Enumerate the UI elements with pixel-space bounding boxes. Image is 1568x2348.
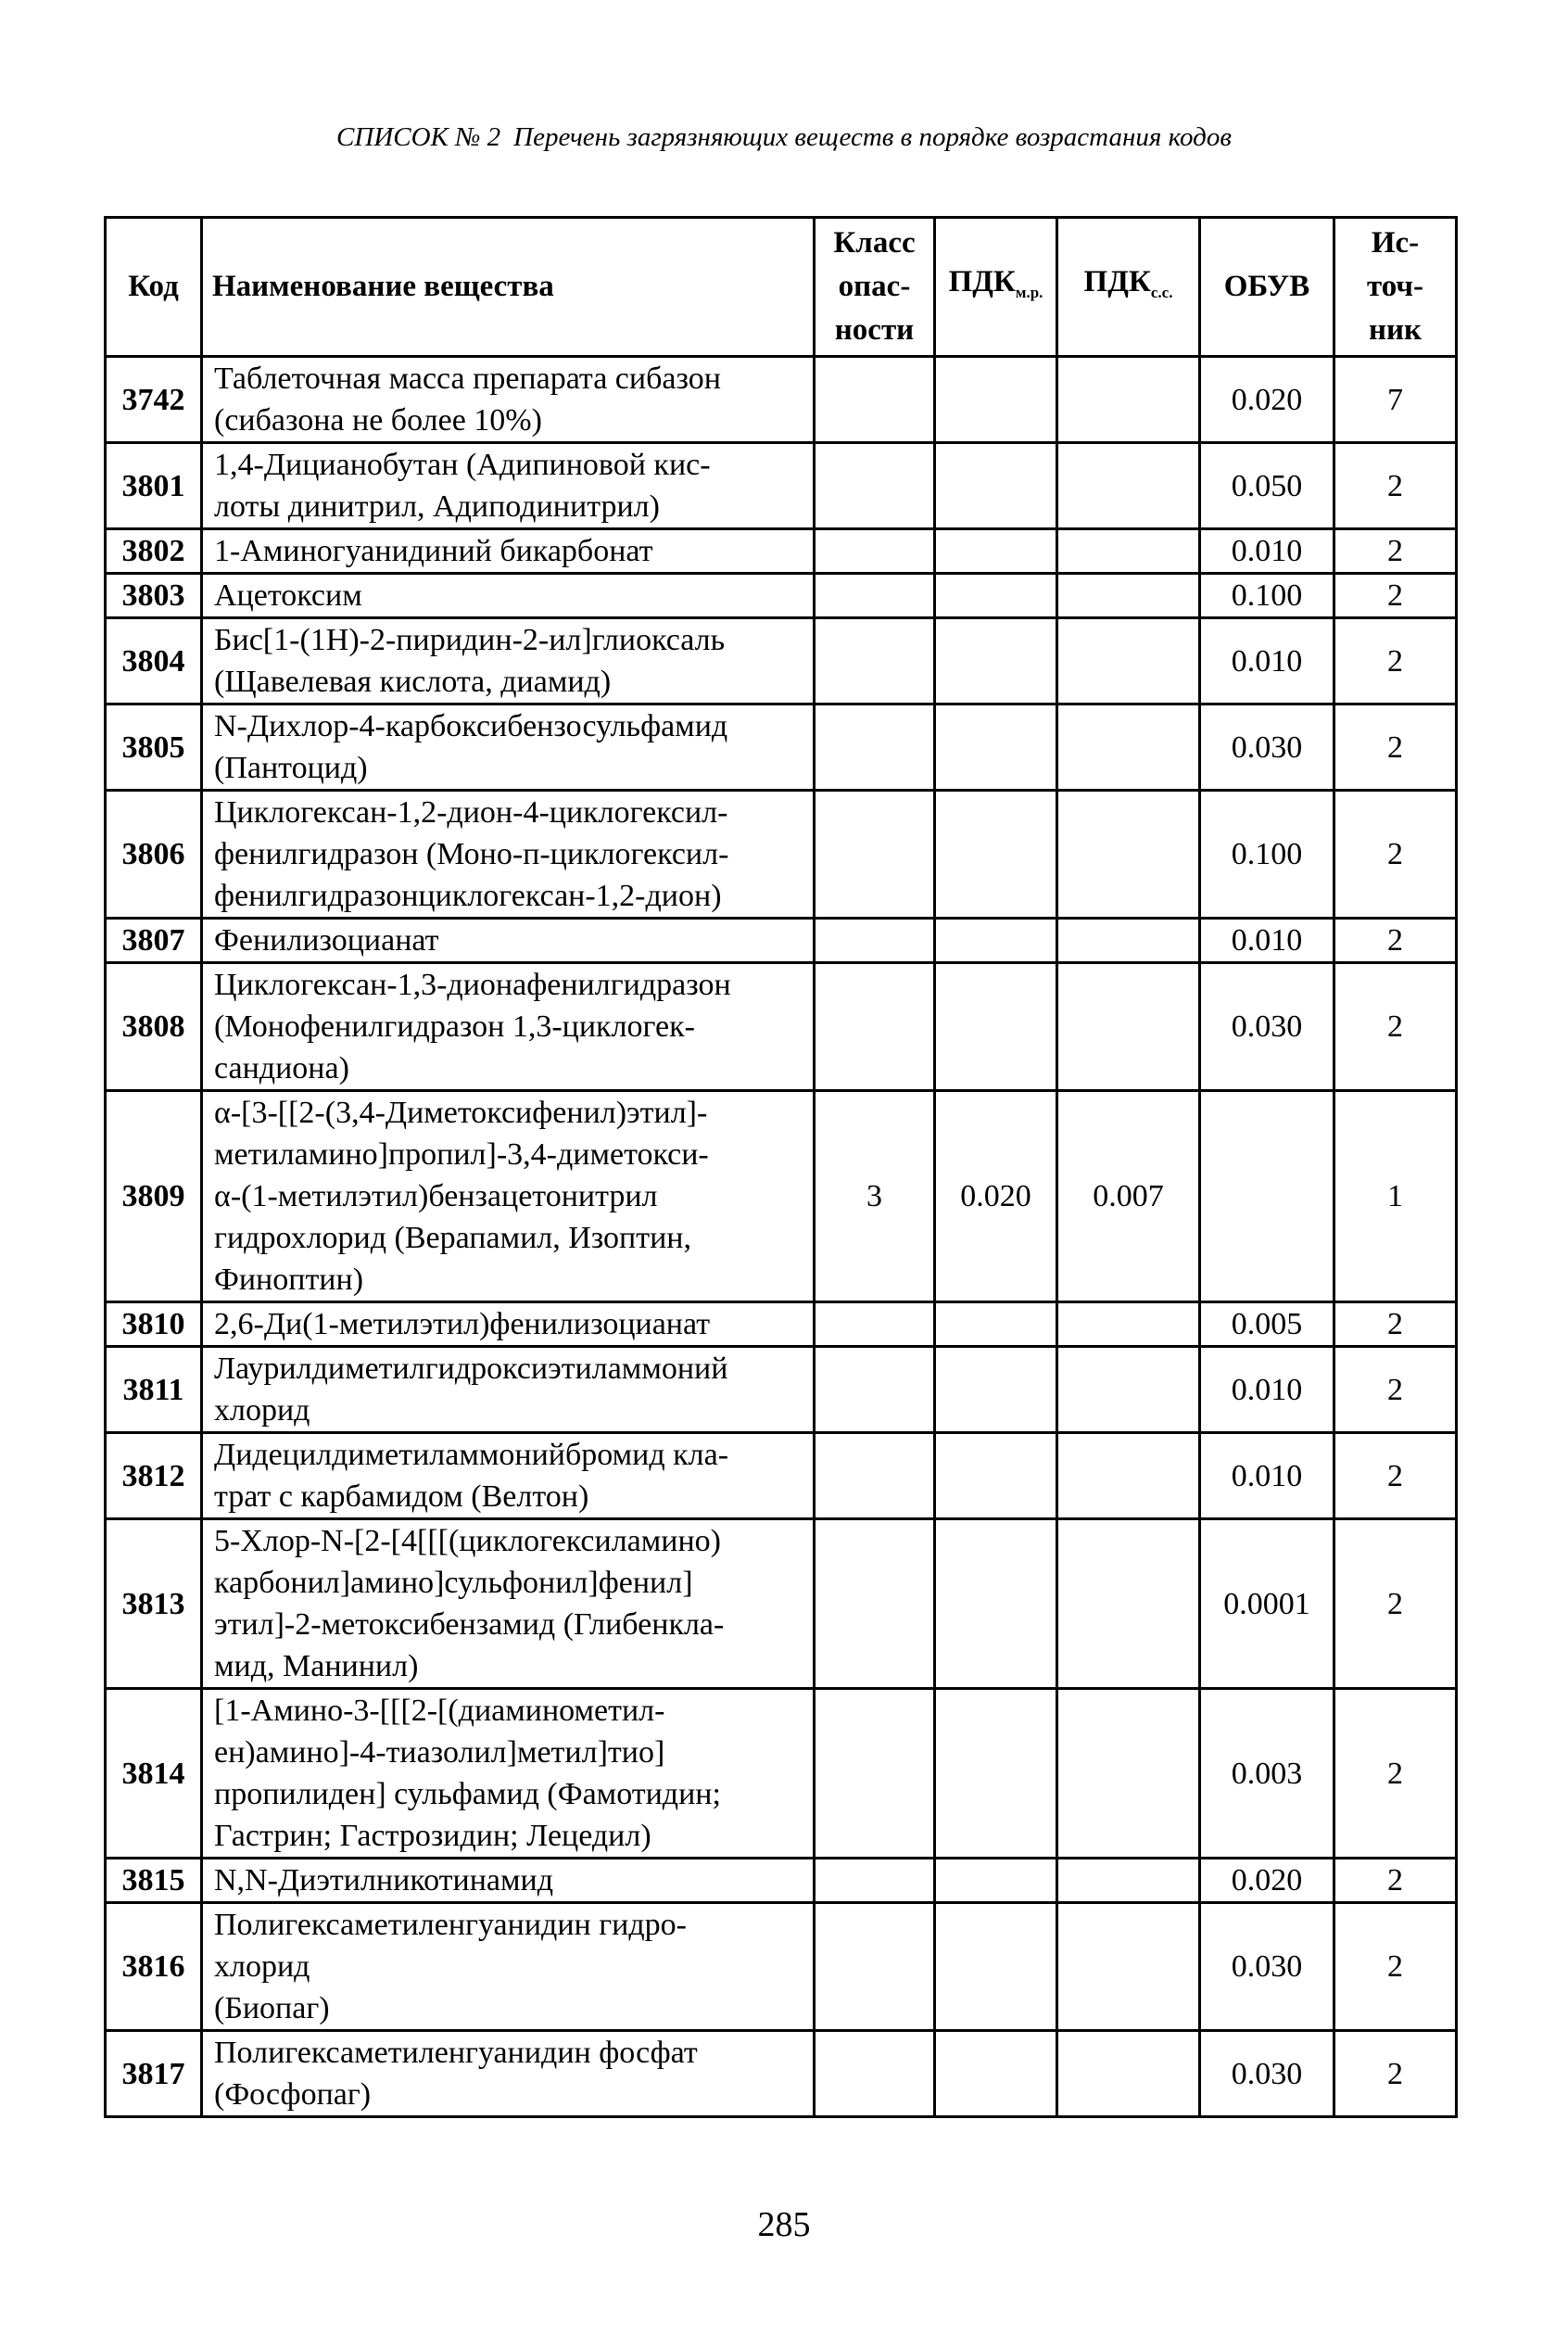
substance-name-line: Дидецилдиметиламмонийбромид кла- <box>214 1438 729 1472</box>
substance-name-line: этил]-2-метоксибензамид (Глибенкла- <box>214 1607 725 1642</box>
hazard-class-cell <box>815 1433 935 1519</box>
table-row <box>106 1519 1457 1689</box>
substance-name-cell <box>202 1859 815 1903</box>
substance-name-line: фенилгидразон (Моно-п-циклогексил- <box>214 837 729 871</box>
pdk-mr-cell <box>935 1347 1057 1433</box>
source-cell: 2 <box>1334 1302 1457 1347</box>
table-row <box>106 919 1457 963</box>
pdk-mr-cell <box>935 704 1057 791</box>
table-row <box>106 443 1457 529</box>
source-cell: 2 <box>1334 1859 1457 1903</box>
substance-name-line: (Пантоцид) <box>214 751 368 785</box>
substance-name-line: (Щавелевая кислота, диамид) <box>214 665 612 699</box>
pdk-mr-cell: 0.020 <box>935 1091 1057 1302</box>
table-row <box>106 704 1457 791</box>
pdk-mr-cell <box>935 1689 1057 1859</box>
substance-name-cell <box>202 2031 815 2117</box>
substance-name-cell <box>202 529 815 574</box>
substance-name-line: трат с карбамидом (Велтон) <box>214 1479 589 1514</box>
substance-name-line: пропилиден] сульфамид (Фамотидин; <box>214 1777 721 1811</box>
table-header-row <box>106 218 1457 357</box>
table-row <box>106 1689 1457 1859</box>
hazard-class-line: ности <box>834 313 915 347</box>
table-row <box>106 791 1457 919</box>
table-row <box>106 618 1457 704</box>
pdk-ss-cell <box>1057 1689 1200 1859</box>
hazard-class-cell <box>815 791 935 919</box>
code-cell: 3742 <box>106 357 202 443</box>
pdk-mr-cell <box>935 1519 1057 1689</box>
pdk-mr-cell <box>935 919 1057 963</box>
code-cell: 3813 <box>106 1519 202 1689</box>
source-cell: 2 <box>1334 618 1457 704</box>
substance-name-line: Гастрин; Гастрозидин; Лецедил) <box>214 1819 651 1853</box>
substance-name-cell <box>202 791 815 919</box>
hazard-class-cell <box>815 1903 935 2031</box>
source-cell: 2 <box>1334 2031 1457 2117</box>
table-row <box>106 1433 1457 1519</box>
source-cell: 2 <box>1334 574 1457 618</box>
substance-name-line: α-[3-[[2-(3,4-Диметоксифенил)этил]- <box>214 1096 708 1130</box>
table-row <box>106 1347 1457 1433</box>
table-row <box>106 2031 1457 2117</box>
code-cell: 3801 <box>106 443 202 529</box>
substance-name-cell <box>202 963 815 1091</box>
code-cell: 3814 <box>106 1689 202 1859</box>
obuv-cell: 0.010 <box>1200 1347 1334 1433</box>
obuv-cell: 0.0001 <box>1200 1519 1334 1689</box>
pdk-ss-cell <box>1057 1302 1200 1347</box>
col-header-code: Код <box>106 218 202 357</box>
substance-name-cell <box>202 1433 815 1519</box>
substance-name-cell <box>202 1903 815 2031</box>
substance-name-line: (Монофенилгидразон 1,3-циклогек- <box>214 1009 695 1044</box>
substance-name-line: мид, Манинил) <box>214 1649 419 1683</box>
substances-table-wrapper <box>104 216 1455 2118</box>
source-cell: 2 <box>1334 1903 1457 2031</box>
hazard-class-cell <box>815 357 935 443</box>
col-header-hazard-class <box>815 218 935 357</box>
pdk-mr-cell <box>935 963 1057 1091</box>
pdk-ss-cell <box>1057 2031 1200 2117</box>
obuv-cell: 0.003 <box>1200 1689 1334 1859</box>
substance-name-line: (сибазона не более 10%) <box>214 403 542 438</box>
pdk-mr-cell <box>935 2031 1057 2117</box>
code-cell: 3812 <box>106 1433 202 1519</box>
substance-name-cell <box>202 919 815 963</box>
substance-name-line: N,N-Диэтилникотинамид <box>214 1863 554 1897</box>
source-cell: 2 <box>1334 1519 1457 1689</box>
code-cell: 3811 <box>106 1347 202 1433</box>
obuv-cell: 0.010 <box>1200 1433 1334 1519</box>
col-header-source <box>1334 218 1457 357</box>
source-header-line: Ис- <box>1371 226 1420 260</box>
substance-name-line: Полигексаметиленгуанидин гидро- <box>214 1908 687 1942</box>
pdk-ss-sub: с.с. <box>1150 283 1173 301</box>
hazard-class-cell <box>815 1302 935 1347</box>
pdk-mr-cell <box>935 1903 1057 2031</box>
substance-name-cell <box>202 704 815 791</box>
substance-name-line: (Биопаг) <box>214 1991 330 2025</box>
table-row <box>106 1091 1457 1302</box>
code-cell: 3804 <box>106 618 202 704</box>
source-cell: 2 <box>1334 919 1457 963</box>
pdk-ss-main: ПДК <box>1083 264 1151 298</box>
obuv-cell: 0.005 <box>1200 1302 1334 1347</box>
col-header-pdk-mr <box>935 218 1057 357</box>
pdk-mr-cell <box>935 1859 1057 1903</box>
pdk-mr-cell <box>935 574 1057 618</box>
pdk-mr-cell <box>935 1433 1057 1519</box>
table-row <box>106 1903 1457 2031</box>
obuv-cell: 0.030 <box>1200 963 1334 1091</box>
substance-name-line: Полигексаметиленгуанидин фосфат <box>214 2036 698 2070</box>
substance-name-line: хлорид <box>214 1949 310 1984</box>
code-cell: 3810 <box>106 1302 202 1347</box>
source-cell: 2 <box>1334 443 1457 529</box>
obuv-cell: 0.010 <box>1200 618 1334 704</box>
source-header-line: ник <box>1368 313 1423 347</box>
col-header-obuv: ОБУВ <box>1200 218 1334 357</box>
pdk-ss-cell <box>1057 1347 1200 1433</box>
page-number: 285 <box>757 2205 811 2244</box>
pdk-ss-cell <box>1057 1859 1200 1903</box>
substance-name-cell <box>202 1519 815 1689</box>
code-cell: 3803 <box>106 574 202 618</box>
substance-name-cell <box>202 618 815 704</box>
hazard-class-line: Класс <box>833 226 916 260</box>
pdk-ss-cell <box>1057 791 1200 919</box>
hazard-class-line: опас- <box>838 270 911 303</box>
hazard-class-cell <box>815 443 935 529</box>
source-cell: 7 <box>1334 357 1457 443</box>
obuv-cell <box>1200 1091 1334 1302</box>
hazard-class-cell <box>815 1859 935 1903</box>
substances-table <box>104 216 1458 2118</box>
hazard-class-cell <box>815 2031 935 2117</box>
col-header-pdk-ss <box>1057 218 1200 357</box>
substance-name-line: (Фосфопаг) <box>214 2077 372 2112</box>
pdk-mr-cell <box>935 443 1057 529</box>
obuv-cell: 0.030 <box>1200 704 1334 791</box>
pdk-ss-cell <box>1057 443 1200 529</box>
pdk-mr-sub: м.р. <box>1015 283 1043 301</box>
obuv-cell: 0.030 <box>1200 2031 1334 2117</box>
pdk-mr-cell <box>935 529 1057 574</box>
hazard-class-cell <box>815 1689 935 1859</box>
substance-name-line: Лаурилдиметилгидроксиэтиламмоний <box>214 1352 728 1386</box>
pdk-ss-cell <box>1057 618 1200 704</box>
code-cell: 3808 <box>106 963 202 1091</box>
hazard-class-cell: 3 <box>815 1091 935 1302</box>
list-title: Перечень загрязняющих веществ в порядке возрастания кодов <box>513 122 1232 152</box>
source-cell: 1 <box>1334 1091 1457 1302</box>
substance-name-line: 2,6-Ди(1-метилэтил)фенилизоцианат <box>214 1307 711 1341</box>
pdk-mr-cell <box>935 791 1057 919</box>
pdk-ss-cell <box>1057 1903 1200 2031</box>
substance-name-cell <box>202 1091 815 1302</box>
pdk-ss-cell <box>1057 574 1200 618</box>
code-cell: 3805 <box>106 704 202 791</box>
pdk-mr-cell <box>935 1302 1057 1347</box>
obuv-cell: 0.010 <box>1200 529 1334 574</box>
hazard-class-cell <box>815 529 935 574</box>
page-header <box>0 122 1568 153</box>
hazard-class-cell <box>815 919 935 963</box>
substance-name-line: Фенилизоцианат <box>214 923 439 958</box>
code-cell: 3815 <box>106 1859 202 1903</box>
substance-name-cell <box>202 1689 815 1859</box>
substance-name-cell <box>202 574 815 618</box>
table-row <box>106 963 1457 1091</box>
substance-name-cell <box>202 1347 815 1433</box>
substance-name-line: сандиона) <box>214 1051 349 1085</box>
hazard-class-cell <box>815 618 935 704</box>
substance-name-line: Бис[1-(1Н)-2-пиридин-2-ил]глиоксаль <box>214 623 726 657</box>
table-row <box>106 1859 1457 1903</box>
pdk-ss-cell <box>1057 963 1200 1091</box>
source-cell: 2 <box>1334 1347 1457 1433</box>
obuv-cell: 0.020 <box>1200 357 1334 443</box>
code-cell: 3809 <box>106 1091 202 1302</box>
pdk-ss-cell <box>1057 704 1200 791</box>
source-cell: 2 <box>1334 704 1457 791</box>
substance-name-line: 5-Хлор-N-[2-[4[[[(циклогексиламино) <box>214 1524 722 1558</box>
pdk-mr-cell <box>935 357 1057 443</box>
table-row <box>106 357 1457 443</box>
substance-name-line: N-Дихлор-4-карбоксибензосульфамид <box>214 709 728 743</box>
substance-name-line: Таблеточная масса препарата сибазон <box>214 362 721 396</box>
table-body <box>106 357 1457 2117</box>
substance-name-line: фенилгидразонциклогексан-1,2-дион) <box>214 879 722 913</box>
substance-name-line: хлорид <box>214 1393 310 1428</box>
code-cell: 3806 <box>106 791 202 919</box>
substance-name-line: Финоптин) <box>214 1263 364 1297</box>
obuv-cell: 0.100 <box>1200 574 1334 618</box>
substance-name-line: лоты динитрил, Адиподинитрил) <box>214 489 660 524</box>
pdk-ss-cell <box>1057 1433 1200 1519</box>
substance-name-cell <box>202 443 815 529</box>
source-cell: 2 <box>1334 963 1457 1091</box>
code-cell: 3817 <box>106 2031 202 2117</box>
substance-name-line: Циклогексан-1,2-дион-4-циклогексил- <box>214 795 728 830</box>
pdk-ss-cell: 0.007 <box>1057 1091 1200 1302</box>
obuv-cell: 0.010 <box>1200 919 1334 963</box>
substance-name-line: метиламино]пропил]-3,4-диметокси- <box>214 1137 709 1172</box>
substance-name-line: 1-Аминогуанидиний бикарбонат <box>214 534 653 568</box>
obuv-cell: 0.100 <box>1200 791 1334 919</box>
source-cell: 2 <box>1334 1433 1457 1519</box>
list-label: СПИСОК № 2 <box>336 122 501 152</box>
pdk-ss-cell <box>1057 1519 1200 1689</box>
table-row <box>106 574 1457 618</box>
substance-name-line: Циклогексан-1,3-дионафенилгидразон <box>214 968 731 1002</box>
substance-name-cell <box>202 357 815 443</box>
col-header-name: Наименование вещества <box>202 218 815 357</box>
substance-name-line: гидрохлорид (Верапамил, Изоптин, <box>214 1221 691 1255</box>
hazard-class-cell <box>815 704 935 791</box>
pdk-ss-cell <box>1057 357 1200 443</box>
source-cell: 2 <box>1334 791 1457 919</box>
hazard-class-cell <box>815 574 935 618</box>
substance-name-line: карбонил]амино]сульфонил]фенил] <box>214 1566 693 1600</box>
hazard-class-cell <box>815 1347 935 1433</box>
obuv-cell: 0.030 <box>1200 1903 1334 2031</box>
obuv-cell: 0.020 <box>1200 1859 1334 1903</box>
source-cell: 2 <box>1334 529 1457 574</box>
hazard-class-cell <box>815 963 935 1091</box>
pdk-mr-main: ПДК <box>948 264 1016 298</box>
code-cell: 3802 <box>106 529 202 574</box>
substance-name-line: 1,4-Дицианобутан (Адипиновой кис- <box>214 448 711 482</box>
table-row <box>106 529 1457 574</box>
substance-name-line: [1-Амино-3-[[[2-[(диаминометил- <box>214 1694 665 1728</box>
pdk-ss-cell <box>1057 919 1200 963</box>
substance-name-line: α-(1-метилэтил)бензацетонитрил <box>214 1179 658 1213</box>
obuv-cell: 0.050 <box>1200 443 1334 529</box>
pdk-ss-cell <box>1057 529 1200 574</box>
substance-name-line: ен)амино]-4-тиазолил]метил]тио] <box>214 1735 665 1770</box>
source-header-line: точ- <box>1366 270 1424 303</box>
source-cell: 2 <box>1334 1689 1457 1859</box>
code-cell: 3816 <box>106 1903 202 2031</box>
pdk-mr-cell <box>935 618 1057 704</box>
table-row <box>106 1302 1457 1347</box>
code-cell: 3807 <box>106 919 202 963</box>
substance-name-cell <box>202 1302 815 1347</box>
substance-name-line: Ацетоксим <box>214 578 362 613</box>
hazard-class-cell <box>815 1519 935 1689</box>
